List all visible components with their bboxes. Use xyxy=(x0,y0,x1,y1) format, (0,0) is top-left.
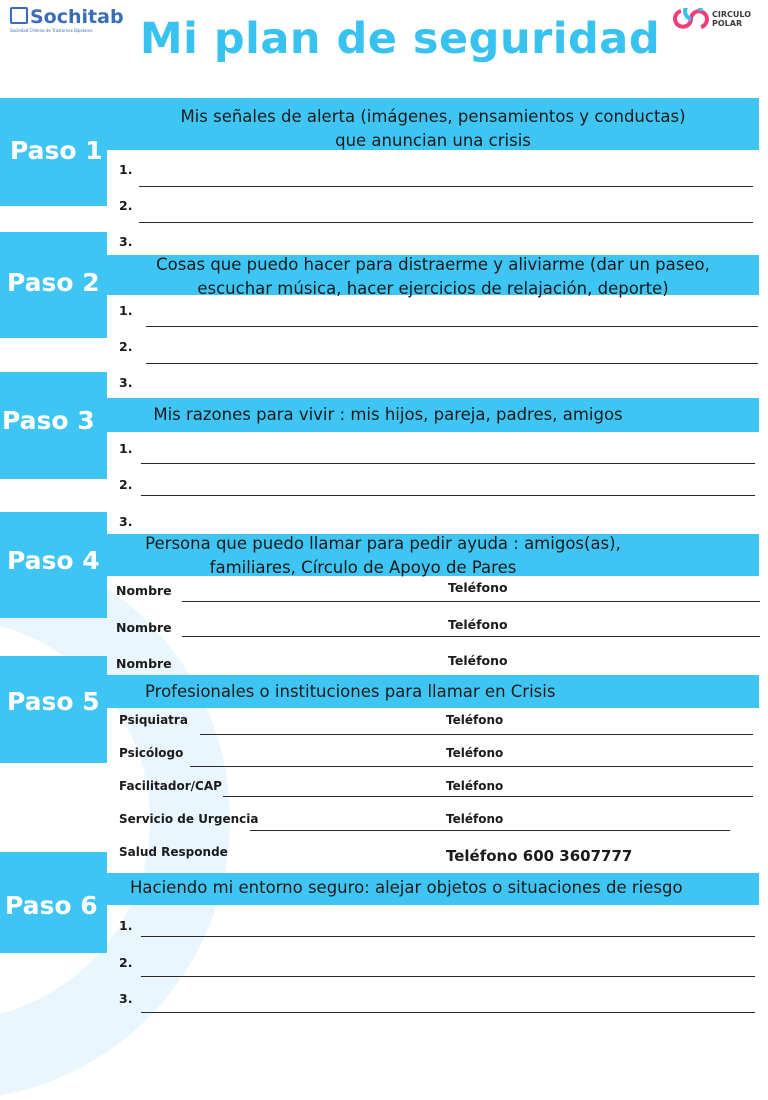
paso-4-contact-2-nombre-label: Nombre xyxy=(116,620,172,635)
paso-1-item-3-number: 3. xyxy=(119,234,133,249)
paso-2-item-2-line[interactable] xyxy=(146,363,758,364)
paso-3-item-1-number: 1. xyxy=(119,441,133,456)
paso-2-item-1-number: 1. xyxy=(119,303,133,318)
paso-3-header xyxy=(107,403,759,427)
paso-5-psiquiatra-label: Psiquiatra xyxy=(119,713,188,727)
paso-4-header-line2: familiares, Círculo de Apoyo de Pares xyxy=(209,558,517,577)
paso-5-header xyxy=(145,680,555,704)
sochitab-logo-subtitle: Sociedad Chilena de Trastornos Bipolares xyxy=(10,28,93,33)
paso-1-item-1-number: 1. xyxy=(119,162,133,177)
paso-5-psicologo-line[interactable] xyxy=(190,766,753,767)
paso-4-contact-1-telefono-label: Teléfono xyxy=(448,580,508,595)
paso-3-label: Paso 3 xyxy=(2,406,95,435)
paso-2-item-3-number: 3. xyxy=(119,375,133,390)
circulo-polar-logo-line1: CIRCULO xyxy=(712,10,751,19)
paso-2-header xyxy=(107,253,759,301)
paso-6-header xyxy=(130,876,683,900)
paso-2-item-1-line[interactable] xyxy=(146,326,758,327)
paso-6-item-3-number: 3. xyxy=(119,991,133,1006)
paso-5-urgencia-telefono-label: Teléfono xyxy=(446,812,504,826)
paso-4-contact-1-line[interactable] xyxy=(182,601,760,602)
paso-3-header-line1: Mis razones para vivir : mis hijos, pareja, padres, amigos xyxy=(153,405,623,424)
paso-4-header-line1: Persona que puedo llamar para pedir ayuda : amigos(as), xyxy=(145,534,621,553)
paso-5-psiquiatra-line[interactable] xyxy=(200,734,753,735)
paso-5-header-line1: Profesionales o instituciones para llamar en Crisis xyxy=(145,682,556,701)
paso-6-item-2-line[interactable] xyxy=(141,976,755,977)
paso-5-label: Paso 5 xyxy=(7,687,100,716)
paso-6-label: Paso 6 xyxy=(5,891,98,920)
paso-5-psicologo-label: Psicólogo xyxy=(119,746,184,760)
paso-1-header-line2: que anuncian una crisis xyxy=(335,131,531,150)
paso-2-item-2-number: 2. xyxy=(119,339,133,354)
paso-4-contact-2-telefono-label: Teléfono xyxy=(448,617,508,632)
paso-1-item-2-number: 2. xyxy=(119,198,133,213)
paso-5-psiquiatra-telefono-label: Teléfono xyxy=(446,713,504,727)
paso-5-psicologo-telefono-label: Teléfono xyxy=(446,746,504,760)
paso-4-header xyxy=(107,532,759,580)
paso-4-contact-1-nombre-label: Nombre xyxy=(116,583,172,598)
sochitab-logo-text: Sochitab xyxy=(30,6,124,28)
paso-6-item-1-number: 1. xyxy=(119,918,133,933)
paso-1-item-2-line[interactable] xyxy=(139,222,753,223)
paso-1-header xyxy=(107,105,759,153)
paso-6-header-line1: Haciendo mi entorno seguro: alejar objetos o situaciones de riesgo xyxy=(130,878,683,897)
paso-6-item-1-line[interactable] xyxy=(141,936,755,937)
paso-5-salud-responde-label: Salud Responde xyxy=(119,845,228,859)
paso-6-item-2-number: 2. xyxy=(119,955,133,970)
paso-5-salud-responde-telefono: Teléfono 600 3607777 xyxy=(446,847,633,865)
paso-4-label: Paso 4 xyxy=(7,546,100,575)
paso-3-item-2-number: 2. xyxy=(119,477,133,492)
paso-3-item-1-line[interactable] xyxy=(141,463,755,464)
paso-1-label: Paso 1 xyxy=(10,136,103,165)
paso-2-label: Paso 2 xyxy=(7,268,100,297)
paso-4-contact-3-nombre-label: Nombre xyxy=(116,656,172,671)
paso-1-header-line1: Mis señales de alerta (imágenes, pensamientos y conductas) xyxy=(180,107,686,126)
paso-3-item-3-number: 3. xyxy=(119,514,133,529)
paso-6-item-3-line[interactable] xyxy=(141,1012,755,1013)
paso-5-facilitador-line[interactable] xyxy=(223,796,753,797)
page-title: Mi plan de seguridad xyxy=(139,14,661,64)
paso-1-item-1-line[interactable] xyxy=(139,186,753,187)
paso-5-facilitador-label: Facilitador/CAP xyxy=(119,779,222,793)
paso-3-item-2-line[interactable] xyxy=(141,495,755,496)
paso-5-urgencia-line[interactable] xyxy=(250,830,730,831)
paso-4-contact-2-line[interactable] xyxy=(182,636,760,637)
circulo-polar-logo-line2: POLAR xyxy=(712,19,743,28)
paso-5-facilitador-telefono-label: Teléfono xyxy=(446,779,504,793)
paso-4-contact-3-telefono-label: Teléfono xyxy=(448,653,508,668)
paso-2-header-line2: escuchar música, hacer ejercicios de relajación, deporte) xyxy=(197,279,669,298)
paso-5-urgencia-label: Servicio de Urgencia xyxy=(119,812,259,826)
paso-2-header-line1: Cosas que puedo hacer para distraerme y aliviarme (dar un paseo, xyxy=(156,255,710,274)
